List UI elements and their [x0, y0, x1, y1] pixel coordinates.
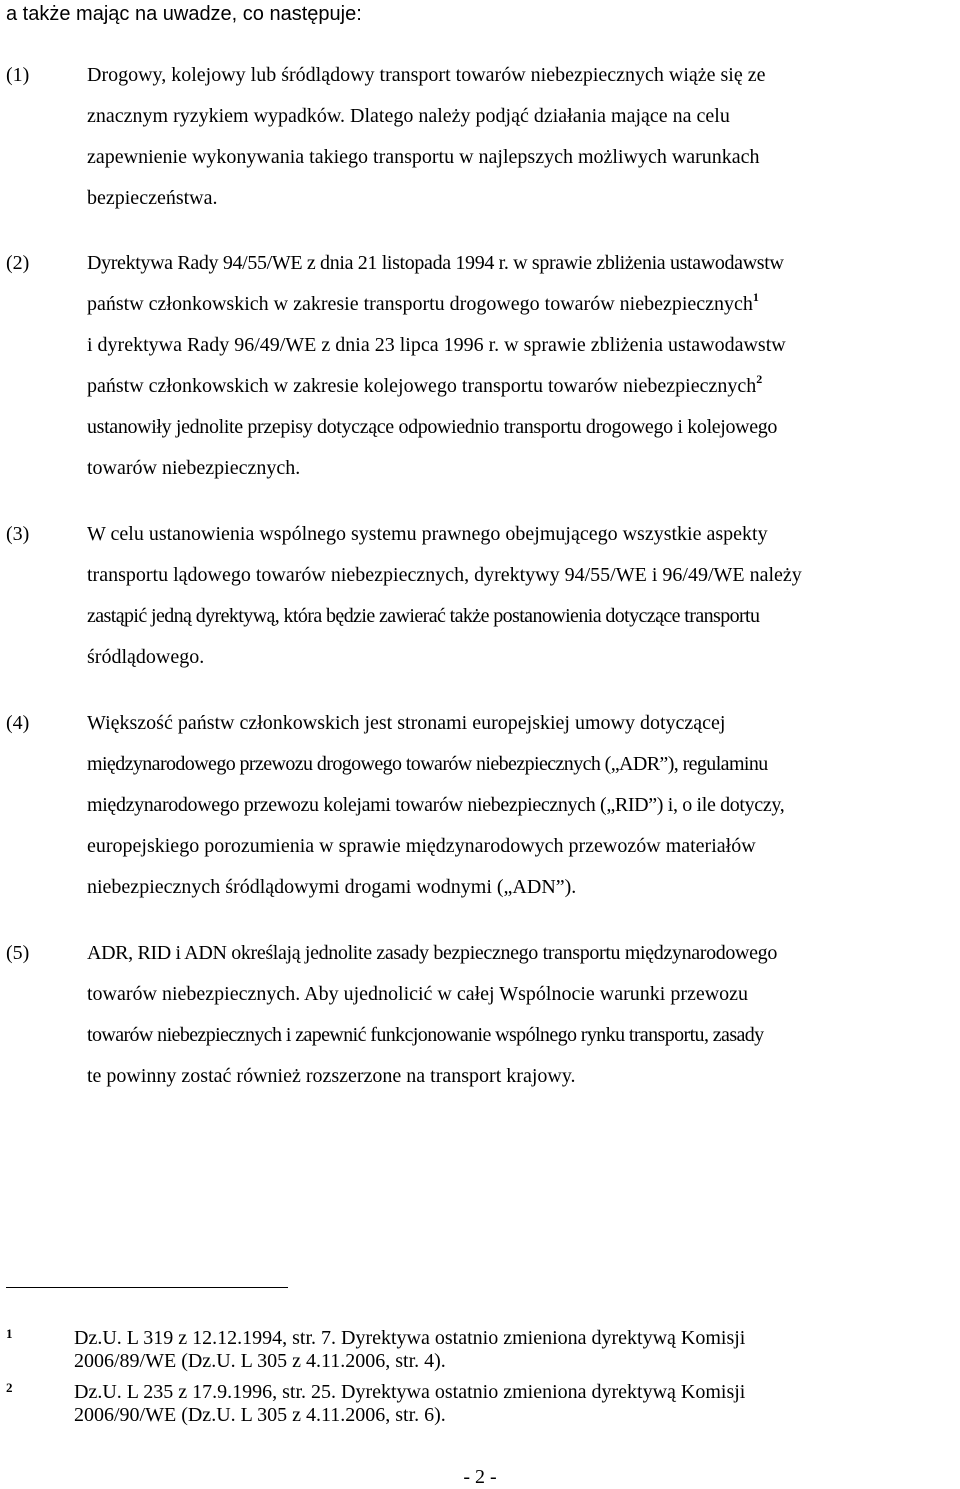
recital-text	[87, 243, 786, 489]
text-line-content: państw członkowskich w zakresie transportu drogowego towarów niebezpiecznych	[87, 293, 753, 315]
recital-number: (4)	[6, 712, 30, 734]
recital-text	[87, 514, 802, 678]
text-line: ustanowiły jednolite przepisy dotyczące odpowiednio transportu drogowego i kolejowego	[87, 416, 778, 438]
text-line: i dyrektywa Rady 96/49/WE z dnia 23 lipca 1996 r. w sprawie zbliżenia ustawodawstw	[87, 334, 786, 356]
text-line: zapewnienie wykonywania takiego transportu w najlepszych możliwych warunkach	[87, 146, 760, 168]
footnote-mark: 1	[6, 1326, 13, 1341]
text-line-content: państw członkowskich w zakresie kolejowego transportu towarów niebezpiecznych	[87, 375, 757, 397]
footnote-separator	[6, 1287, 288, 1288]
footnote-ref-1[interactable]: 1	[752, 290, 759, 304]
recital-number: (1)	[6, 64, 30, 86]
text-line: Dyrektywa Rady 94/55/WE z dnia 21 listopada 1994 r. w sprawie zbliżenia ustawodawstw	[87, 252, 784, 274]
text-line: Większość państw członkowskich jest stronami europejskiej umowy dotyczącej	[87, 712, 726, 734]
text-line: międzynarodowego przewozu kolejami towarów niebezpiecznych („RID”) i, o ile dotyczy,	[87, 794, 785, 816]
footnote-line: Dz.U. L 235 z 17.9.1996, str. 25. Dyrektywa ostatnio zmieniona dyrektywą Komisji	[74, 1381, 746, 1403]
text-line: ADR, RID i ADN określają jednolite zasady bezpiecznego transportu międzynarodowego	[87, 942, 777, 964]
text-line: międzynarodowego przewozu drogowego towarów niebezpiecznych („ADR”), regulaminu	[87, 753, 768, 775]
text-line: śródlądowego.	[87, 646, 205, 668]
recital-number: (5)	[6, 942, 30, 964]
text-line: Drogowy, kolejowy lub śródlądowy transport towarów niebezpiecznych wiąże się ze	[87, 64, 766, 86]
recital-text	[87, 933, 777, 1097]
footnote-line: Dz.U. L 319 z 12.12.1994, str. 7. Dyrektywa ostatnio zmieniona dyrektywą Komisji	[74, 1327, 746, 1349]
recital-text	[87, 703, 784, 908]
text-line: towarów niebezpiecznych. Aby ujednolicić w całej Wspólnocie warunki przewozu	[87, 983, 749, 1005]
text-line: bezpieczeństwa.	[87, 187, 218, 209]
footnote-line: 2006/89/WE (Dz.U. L 305 z 4.11.2006, str. 4).	[74, 1350, 446, 1372]
recital-number: (3)	[6, 523, 30, 545]
text-line: transportu lądowego towarów niebezpiecznych, dyrektywy 94/55/WE i 96/49/WE należy	[87, 564, 802, 586]
page-number: - 2 -	[463, 1466, 497, 1488]
recital-text	[87, 55, 766, 219]
recital-number: (2)	[6, 252, 30, 274]
text-line: europejskiego porozumienia w sprawie międzynarodowych przewozów materiałów	[87, 835, 756, 857]
footnote-ref-2[interactable]: 2	[756, 372, 763, 386]
text-line: W celu ustanowienia wspólnego systemu prawnego obejmującego wszystkie aspekty	[87, 523, 768, 545]
footnote-mark: 2	[6, 1380, 13, 1395]
text-line: zastąpić jedną dyrektywą, która będzie zawierać także postanowienia dotyczące transportu	[87, 605, 760, 627]
text-line	[87, 366, 786, 407]
text-line	[87, 284, 786, 325]
text-line: te powinny zostać również rozszerzone na transport krajowy.	[87, 1065, 576, 1087]
footnote-text	[74, 1327, 745, 1373]
text-line: towarów niebezpiecznych i zapewnić funkcjonowanie wspólnego rynku transportu, zasady	[87, 1024, 764, 1046]
footnote-line: 2006/90/WE (Dz.U. L 305 z 4.11.2006, str. 6).	[74, 1404, 446, 1426]
intro-text: a także mając na uwadze, co następuje:	[6, 3, 362, 25]
text-line: towarów niebezpiecznych.	[87, 457, 301, 479]
footnote-text	[74, 1381, 745, 1427]
text-line: znacznym ryzykiem wypadków. Dlatego należy podjąć działania mające na celu	[87, 105, 730, 127]
text-line: niebezpiecznych śródlądowymi drogami wodnymi („ADN”).	[87, 876, 577, 898]
